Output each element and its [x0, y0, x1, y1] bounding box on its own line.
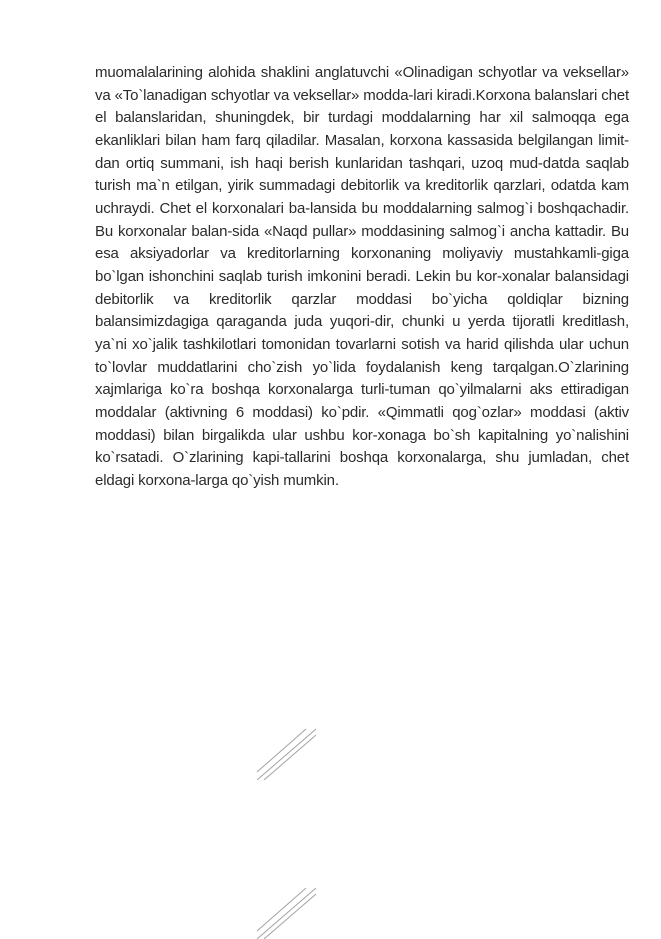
watermark-lines-icon-2: [255, 887, 317, 939]
body-paragraph: muomalalarining alohida shaklini anglatuvchi «Olinadigan schyotlar va veksellar» va «To`lanadigan schyotlar va veksellar» modda-lari kiradi.Korxona balanslari chet el balanslaridan, shuningdek, bir turdagi moddalarning har xil salmoqqa ega ekanliklari bilan ham farq qiladilar. Masalan, korxona kassasida belgilangan limit-dan ortiq summani, ish haqi berish kunlaridan tashqari, uzoq mud-datda saqlab turish ma`n etilgan, yirik summadagi debitorlik va kreditorlik qarzlari, odatda kam uchraydi. Chet el korxonalari ba-lansida bu moddalarning salmog`i boshqachadir. Bu korxonalar balan-sida «Naqd pullar» moddasining salmog`i ancha kattadir. Bu esa aksiyadorlar va kreditorlarning korxonaning moliyaviy mustahkamli-giga bo`lgan ishonchini saqlab turish imkonini beradi. Lekin bu kor-xonalar balansidagi debitorlik va kreditorlik qarzlar moddasi bo`yicha qoldiqlar bizning balansimizdagiga qaraganda juda yuqori-dir, chunki u yerda tijoratli kreditlash, ya`ni xo`jalik tashkilotlari tomonidan tovarlarni sotish va harid qilishda ular uchun to`lovlar muddatlarini cho`zish yo`lida foydalanish keng tarqalgan.O`zlarining xajmlariga ko`ra boshqa korxonalarga turli-tuman qo`yilmalarni aks ettiradigan moddalar (aktivning 6 moddasi) ko`pdir. «Qimmatli qog`ozlar» moddasi (aktiv moddasi) bilan birgalikda ular ushbu kor-xonaga bo`sh kapitalning yo`nalishini ko`rsatadi. O`zlarining kapi-tallarini boshqa korxonalarga, shu jumladan, chet eldagi korxona-larga qo`yish mumkin.: [95, 64, 629, 489]
watermark-lines-icon: [255, 728, 317, 780]
